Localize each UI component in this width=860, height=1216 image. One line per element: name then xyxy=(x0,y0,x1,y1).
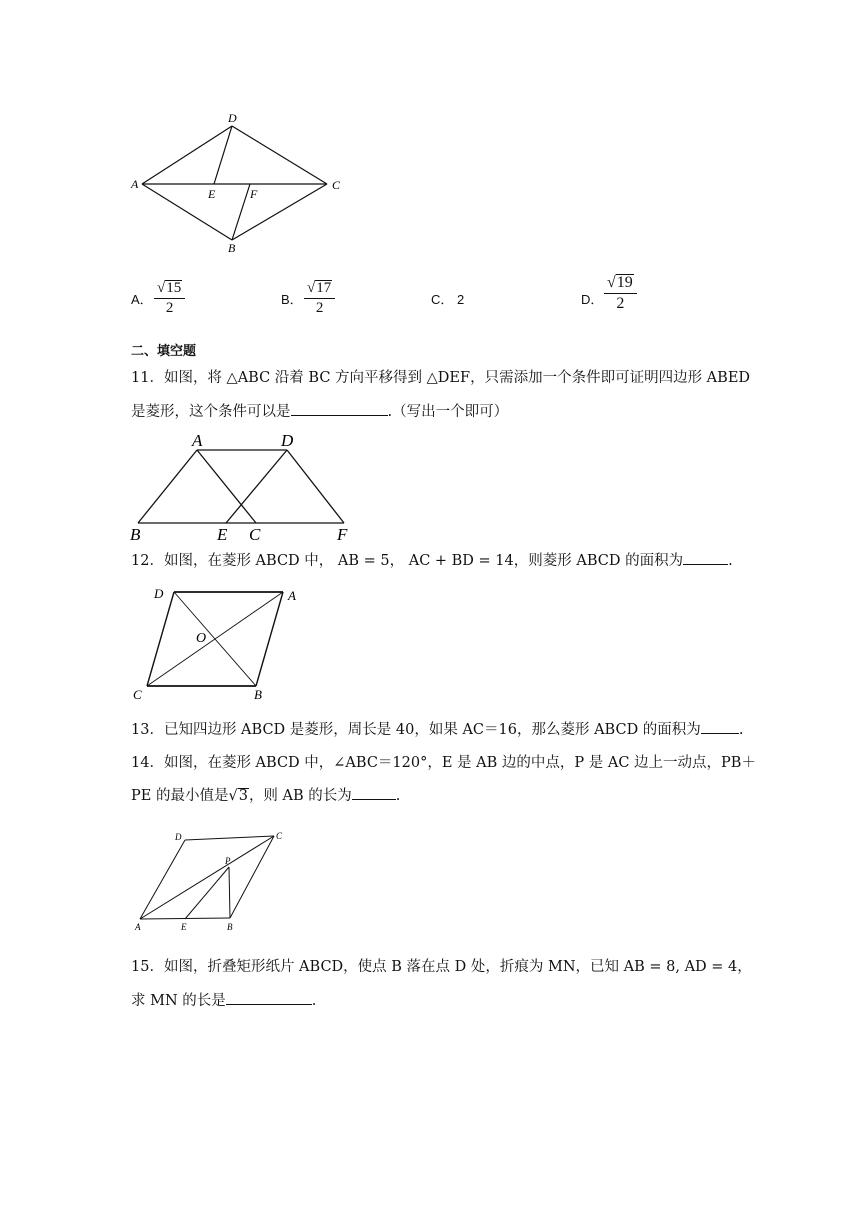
option-d-value[interactable]: √19 2 xyxy=(604,274,637,313)
q14-answer-blank[interactable] xyxy=(352,785,396,800)
q12-text xyxy=(131,550,733,572)
option-c[interactable] xyxy=(431,289,464,308)
label-D: D xyxy=(228,111,237,125)
figure-q14 xyxy=(130,826,290,936)
q14-line2-tail: . xyxy=(395,788,401,804)
q11-label-A: A xyxy=(192,431,203,450)
q11-label-C: C xyxy=(249,525,261,544)
q11-line2 xyxy=(131,401,508,423)
q11-answer-blank[interactable] xyxy=(291,401,388,416)
q11-label-B: B xyxy=(130,525,141,544)
q13-text-tail: . xyxy=(738,722,744,738)
q14-label-P: P xyxy=(225,856,231,866)
q14-line2-text: PE 的最小值是 xyxy=(131,788,229,804)
q15-line2-tail: . xyxy=(311,993,317,1009)
q12-label-C: C xyxy=(133,687,142,702)
q12-text-tail: . xyxy=(728,553,733,569)
q15-line2 xyxy=(131,990,316,1012)
q14-label-E: E xyxy=(181,922,187,932)
q13-text xyxy=(131,719,743,741)
q12-label-D: D xyxy=(154,586,164,601)
q12-label-A: A xyxy=(288,588,296,603)
option-b-value[interactable]: √17 2 xyxy=(304,280,335,317)
q13-answer-blank[interactable] xyxy=(701,719,739,734)
option-d-letter[interactable]: D． xyxy=(581,292,604,307)
section-title: 二、填空题 xyxy=(131,344,197,359)
q12-label-O: O xyxy=(196,631,207,646)
q12-text-main: 12．如图，在菱形 ABCD 中， AB = 5， AC + BD = 14，则菱形 ABCD 的面积为 xyxy=(131,553,684,569)
q14-line1: 14．如图，在菱形 ABCD 中，∠ABC＝120°，E 是 AB 边的中点，P 是 AC 边上一动点，PB＋ xyxy=(131,755,756,771)
q11-line2-tail: .（写出一个即可） xyxy=(387,404,509,420)
label-B: B xyxy=(228,241,236,255)
q11-label-D: D xyxy=(281,431,294,450)
label-C: C xyxy=(332,178,341,192)
q11-line2-text: 是菱形，这个条件可以是 xyxy=(131,404,291,420)
q14-label-B: B xyxy=(227,922,233,932)
option-a-value[interactable]: √15 2 xyxy=(154,280,185,317)
figure-q12 xyxy=(128,582,310,706)
q14-label-D: D xyxy=(175,832,182,842)
q11-label-F: F xyxy=(337,525,348,544)
q15-line2-text: 求 MN 的长是 xyxy=(131,993,226,1009)
q12-answer-blank[interactable] xyxy=(683,550,728,565)
q14-label-C: C xyxy=(276,831,283,841)
q12-label-B: B xyxy=(254,687,262,702)
option-a-letter[interactable]: A． xyxy=(131,292,153,307)
q14-line2: PE 的最小值是√3，则 AB 的长为 . xyxy=(131,785,400,807)
option-c-letter: C． xyxy=(431,292,454,307)
q13-text-main: 13．已知四边形 ABCD 是菱形，周长是 40，如果 AC＝16，那么菱形 ABCD 的面积为 xyxy=(131,722,701,738)
q11-label-E: E xyxy=(217,525,228,544)
q14-sqrt: 3 xyxy=(238,788,248,804)
q14-label-A: A xyxy=(135,922,141,932)
q15-line1: 15．如图，折叠矩形纸片 ABCD，使点 B 落在点 D 处，折痕为 MN，已知 AB = 8, AD = 4， xyxy=(131,959,752,975)
figure-q11 xyxy=(126,428,366,546)
label-F: F xyxy=(250,187,258,201)
option-c-value: 2 xyxy=(457,292,465,307)
option-b-letter[interactable]: B． xyxy=(281,292,303,307)
q11-line1: 11．如图，将 △ABC 沿着 BC 方向平移得到 △DEF，只需添加一个条件即可证明四边形 ABED xyxy=(131,370,751,386)
label-A: A xyxy=(131,177,139,191)
label-E: E xyxy=(208,187,216,201)
q14-line2-mid: ，则 AB 的长为 xyxy=(248,788,352,804)
q15-answer-blank[interactable] xyxy=(226,990,312,1005)
figure-q10 xyxy=(120,105,360,260)
